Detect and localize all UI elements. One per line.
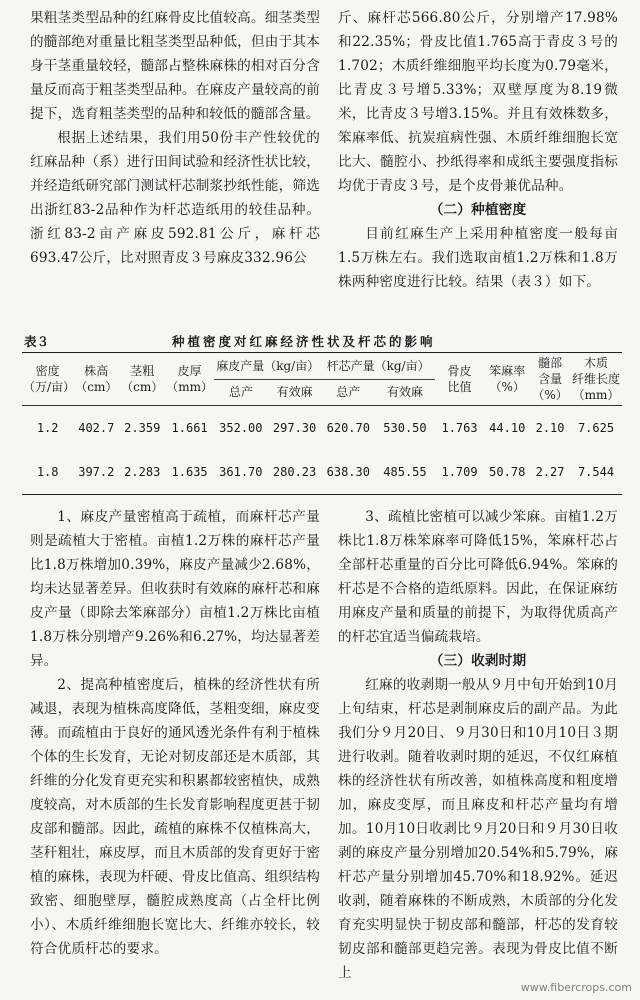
- table-cell: 7.544: [577, 465, 615, 479]
- paragraph: 红麻的收剥期一般从９月中旬开始到10月上旬结束，杆芯是剥制麻皮后的副产品。为此我们分９月20日、９月30日和10月10日３期进行收剥。随着收剥时期的延迟，不仅红麻植株的经济性状有所改善，如植株高度和粗度增加，麻皮变厚，而且麻皮和杆芯产量均有增加。10月10日收剥比９月20日和９月30日收剥的麻皮产量分别增加20.54%和5.79%，麻杆芯产量分别增加45.70%和18.92%。延迟收剥，随着麻株的不断成熟，木质部的分化发育充实明显快于韧皮部和髓部，杆芯的发育较韧皮部和髓部更趋完善。表现为骨皮比值不断上: [338, 677, 618, 981]
- table-cell: 7.625: [577, 421, 615, 435]
- table-cell: 297.30: [272, 421, 317, 435]
- table-cell: 1.2: [36, 421, 59, 435]
- section-heading-harvest: （三）收剥时期: [429, 653, 527, 669]
- table-row: [22, 450, 622, 495]
- table-cell: 50.78: [489, 465, 526, 479]
- table-cell: 397.2: [78, 465, 115, 479]
- header-bark: 皮厚 （mm）: [166, 364, 213, 394]
- right-column-bottom: [338, 505, 618, 985]
- table-cell: 1.635: [171, 465, 208, 479]
- header-core-effective: 有效麻: [375, 379, 435, 406]
- right-column-top: [338, 6, 618, 294]
- left-column-top: [30, 6, 320, 270]
- table-cell: 352.00: [219, 421, 263, 435]
- table-cell: 361.70: [219, 465, 263, 479]
- table-cell: 1.8: [36, 465, 59, 479]
- data-table: [22, 352, 622, 495]
- paragraph: 果粗茎类型品种的红麻骨皮比值较高。细茎类型的髓部绝对重量比粗茎类型品种低，但由于其本身干茎重量较轻，髓部占整株麻株的相对百分含量反而高于粗茎类型品种。在麻皮产量较高的前提下，选育粗茎类型的品种和较低的髓部含量。: [30, 10, 320, 122]
- table-label: 表３: [24, 334, 50, 349]
- header-stem: 茎粗 （cm）: [121, 364, 164, 394]
- header-density: 密度 （万/亩）: [23, 364, 76, 394]
- paragraph: 2、提高种植密度后，植株的经济性状有所减退，表现为植株高度降低，茎粗变细，麻皮变薄。而疏植由于良好的通风透光条件有利于植株个体的生长发育，无论对韧皮部还是木质部，其纤维的分化发育更充实和积累都较密植快，成熟度较高，对木质部的生长发育影响程度更甚于韧皮部和髓部。因此，疏植的麻株不仅植株高大，茎秆粗壮，麻皮厚，而且木质部的发育更好于密植的麻株，表现为杆硬、骨皮比值高、组织结构致密、细胞壁厚，髓腔成熟度高（占全杆比例小）、木质纤维细胞长宽比大、纤维亦较长，较符合优质杆芯的要求。: [30, 677, 320, 957]
- paragraph: 3、疏植比密植可以减少笨麻。亩植1.2万株比1.8万株笨麻率可降低15%，笨麻杆芯占全部杆芯重量的百分比可降低6.94%。笨麻的杆芯是不合格的造纸原料。因此，在保证麻纺用麻皮产量和质量的前提下，为取得优质高产的杆芯宜适当偏疏栽培。: [338, 509, 618, 645]
- section-heading-density: （二）种植密度: [429, 202, 527, 218]
- table-cell: 2.283: [124, 465, 161, 479]
- table-cell: 2.27: [535, 465, 565, 479]
- header-peel-group: 麻皮产量（kg/亩）: [216, 358, 320, 373]
- paragraph: 目前红麻生产上采用种植密度一般每亩1.5万株左右。我们选取亩植1.2万株和1.8万株两种密度进行比较。结果（表３）如下。: [338, 226, 618, 290]
- table-caption: [22, 330, 622, 352]
- paragraph: 根据上述结果，我们用50份丰产性较优的红麻品种（系）进行田间试验和经济性状比较，并经造纸研究部门测试杆芯制浆抄纸性能，筛选出浙红83-2品种作为杆芯造纸用的较佳品种。浙红83-2亩产麻皮592.81公斤，麻杆芯693.47公斤，比对照青皮３号麻皮332.96公: [30, 130, 320, 266]
- paragraph: 斤、麻杆芯566.80公斤，分别增产17.98%和22.35%；骨皮比值1.765高于青皮３号的1.702；木质纤维细胞平均长度为0.79毫米，比青皮３号增5.33%；双壁厚度为8.19微米，比青皮３号增3.15%。并且有效株数多，笨麻率低、抗炭疽病性强、木质纤维细胞长宽比大、髓腔小、抄纸得率和成纸主要强度指标均优于青皮３号，是个皮骨兼优品种。: [338, 10, 618, 194]
- table-cell: 530.50: [383, 421, 427, 435]
- header-peel-total: 总产: [214, 379, 268, 406]
- header-ratio: 骨皮 比值: [447, 364, 472, 394]
- table-cell: 2.10: [535, 421, 565, 435]
- table-cell: 2.359: [124, 421, 161, 435]
- table-cell: 620.70: [326, 421, 370, 435]
- table-cell: 638.30: [326, 465, 370, 479]
- paragraph: 1、麻皮产量密植高于疏植，而麻杆芯产量则是疏植大于密植。亩植1.2万株的麻杆芯产量比1.8万株增加0.39%，麻皮产量减少2.68%，均未达显著差异。但收获时有效麻的麻杆芯和麻皮产量（即除去笨麻部分）亩植1.2万株比亩植1.8万株分别增产9.26%和6.27%，均达显著差异。: [30, 509, 320, 669]
- table-cell: 1.709: [441, 465, 478, 479]
- table-cell: 44.10: [489, 421, 526, 435]
- header-peel-effective: 有效麻: [268, 379, 322, 406]
- header-stupid-rate: 笨麻率 （%）: [489, 364, 526, 394]
- left-column-bottom: [30, 505, 320, 961]
- header-core-group: 杆芯产量（kg/亩）: [326, 358, 430, 373]
- table-cell: 485.55: [383, 465, 427, 479]
- table-cell: 1.661: [171, 421, 208, 435]
- table-3: [22, 330, 622, 495]
- header-pith: 髓部 含量 （%）: [532, 356, 568, 402]
- watermark: www.fibercrops.com: [520, 981, 632, 994]
- table-cell: 402.7: [78, 421, 115, 435]
- header-height: 株高 （cm）: [75, 364, 118, 394]
- header-fiber-length: 木质 纤维长度 （mm）: [572, 356, 621, 402]
- table-cell: 1.763: [441, 421, 478, 435]
- table-row: [22, 406, 622, 451]
- header-core-total: 总产: [321, 379, 375, 406]
- table-cell: 280.23: [272, 465, 317, 479]
- table-title: 种植密度对红麻经济性状及杆芯的影响: [172, 334, 436, 349]
